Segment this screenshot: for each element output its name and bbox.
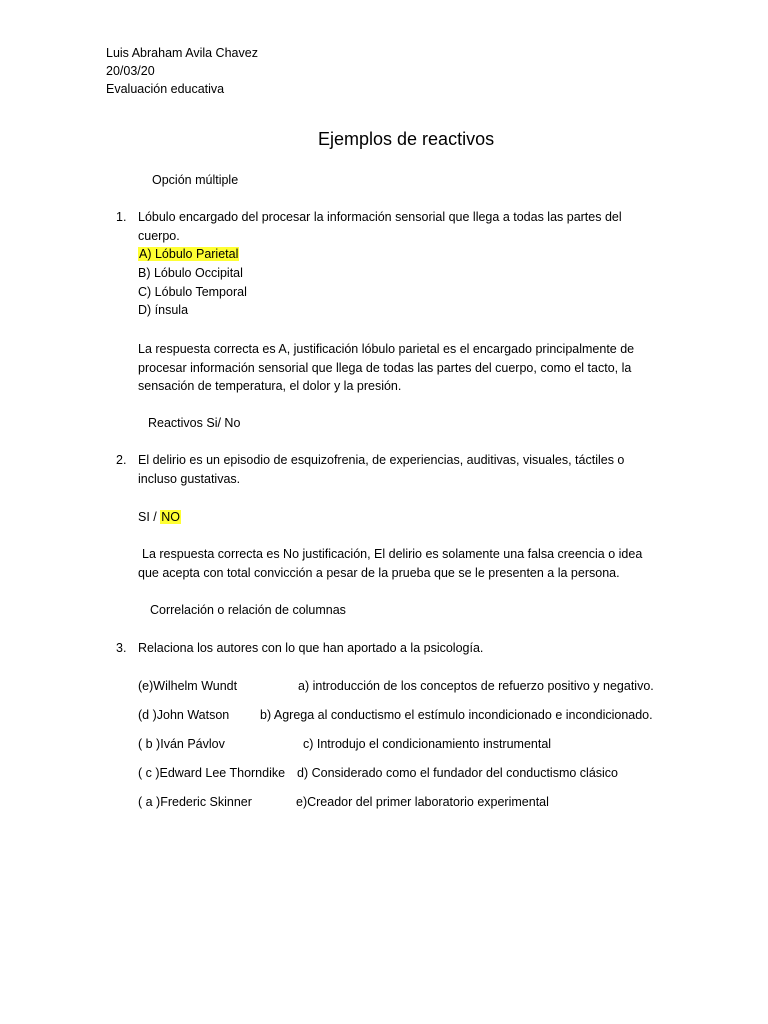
section-heading-matching: Correlación o relación de columnas [150,603,346,617]
answer-2-line2: que acepta con total convicción a pesar de la prueba que se le presenten a la persona. [138,566,620,580]
question-1-text-line2: cuerpo. [138,229,180,243]
match-right-4: d) Considerado como el fundador del conductismo clásico [297,766,619,780]
answer-1-line1: La respuesta correcta es A, justificación lóbulo parietal es el encargado principalmente de [138,342,635,356]
course-name: Evaluación educativa [106,82,225,96]
answer-1-line3: sensación de temperatura, el dolor y la presión. [138,379,402,393]
question-number-1: 1. [116,210,127,224]
choice-si: SI / [138,510,161,524]
section-heading-yes-no: Reactivos Si/ No [148,416,241,430]
answer-2-line1: La respuesta correcta es No justificación, El delirio es solamente una falsa creencia o idea [142,547,643,561]
yes-no-choice [138,508,181,527]
document-date: 20/03/20 [106,64,155,78]
author-name: Luis Abraham Avila Chavez [106,46,258,60]
section-heading-multiple-choice: Opción múltiple [152,173,239,187]
match-left-5: ( a )Frederic Skinner [138,795,252,809]
choice-no-highlight: NO [161,510,180,524]
question-number-2: 2. [116,453,127,467]
option-d: D) ínsula [138,303,189,317]
match-right-2: b) Agrega al conductismo el estímulo incondicionado e incondicionado. [260,708,653,722]
page-title: Ejemplos de reactivos [318,129,495,149]
option-c: C) Lóbulo Temporal [138,285,247,299]
match-right-5: e)Creador del primer laboratorio experimental [296,795,549,809]
match-right-1: a) introducción de los conceptos de refuerzo positivo y negativo. [298,679,654,693]
answer-1-line2: procesar información sensorial que llega de todas las partes del cuerpo, como el tacto, la [138,361,632,375]
option-a-correct [138,245,239,264]
option-b: B) Lóbulo Occipital [138,266,243,280]
match-left-2: (d )John Watson [138,708,230,722]
match-left-4: ( c )Edward Lee Thorndike [138,766,286,780]
match-left-1: (e)Wilhelm Wundt [138,679,238,693]
match-right-3: c) Introdujo el condicionamiento instrumental [303,737,552,751]
question-3-text: Relaciona los autores con lo que han aportado a la psicología. [138,641,484,655]
question-number-3: 3. [116,641,127,655]
match-left-3: ( b )Iván Pávlov [138,737,225,751]
question-2-text-line2: incluso gustativas. [138,472,241,486]
option-a-highlight: A) Lóbulo Parietal [139,247,239,261]
question-1-text-line1: Lóbulo encargado del procesar la información sensorial que llega a todas las partes del [138,210,622,224]
question-2-text-line1: El delirio es un episodio de esquizofrenia, de experiencias, auditivas, visuales, táctiles o [138,453,625,467]
